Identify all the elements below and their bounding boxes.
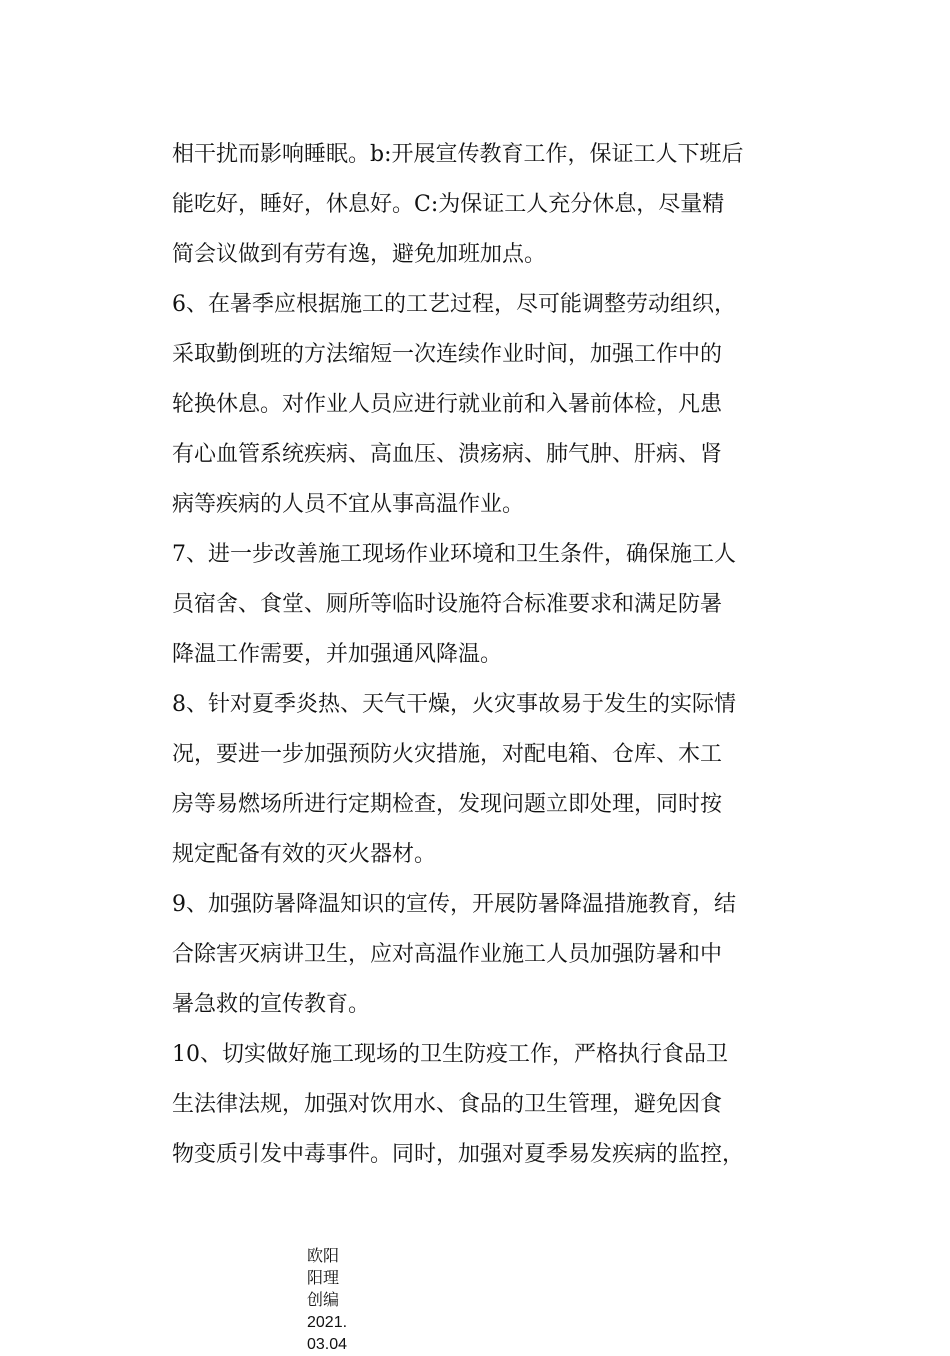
paragraph-item-9: 9、加强防暑降温知识的宣传，开展防暑降温措施教育，结 合除害灭病讲卫生，应对高温作业施工人员加强防暑和中 暑急救的宣传教育。 (172, 892, 736, 1017)
footer-line: 阳理 (307, 1270, 340, 1287)
paragraph-item-6: 6、在暑季应根据施工的工艺过程，尽可能调整劳动组织， 采取勤倒班的方法缩短一次连续作业时间，加强工作中的 轮换休息。对作业人员应进行就业前和入暑前体检，凡患 有心血管系统疾病、高血压、溃疡病、肺气肿、肝病、肾 病等疾病的人员不宜从事高温作业。 (172, 292, 736, 517)
document-body (172, 130, 782, 1180)
footer-line: 03.04 (307, 1336, 348, 1353)
footer-line: 欧阳 (307, 1248, 340, 1265)
footer-line: 创编 (307, 1292, 340, 1309)
paragraph-continuation: 相干扰而影响睡眠。b:开展宣传教育工作，保证工人下班后 能吃好，睡好，休息好。C:为保证工人充分休息，尽量精 简会议做到有劳有逸，避免加班加点。 (172, 142, 744, 267)
paragraph-item-10: 10、切实做好施工现场的卫生防疫工作，严格执行食品卫 生法律法规，加强对饮用水、食品的卫生管理，避免因食 物变质引发中毒事件。同时，加强对夏季易发疾病的监控， (172, 1042, 745, 1167)
author-date-note (307, 1246, 357, 1356)
paragraph-item-7: 7、进一步改善施工现场作业环境和卫生条件，确保施工人 员宿舍、食堂、厕所等临时设施符合标准要求和满足防暑 降温工作需要，并加强通风降温。 (172, 542, 736, 667)
footer-line: 2021. (307, 1314, 348, 1331)
paragraph-item-8: 8、针对夏季炎热、天气干燥，火灾事故易于发生的实际情 况，要进一步加强预防火灾措施，对配电箱、仓库、木工 房等易燃场所进行定期检查，发现问题立即处理，同时按 规定配备有效的灭火器材。 (172, 692, 736, 867)
